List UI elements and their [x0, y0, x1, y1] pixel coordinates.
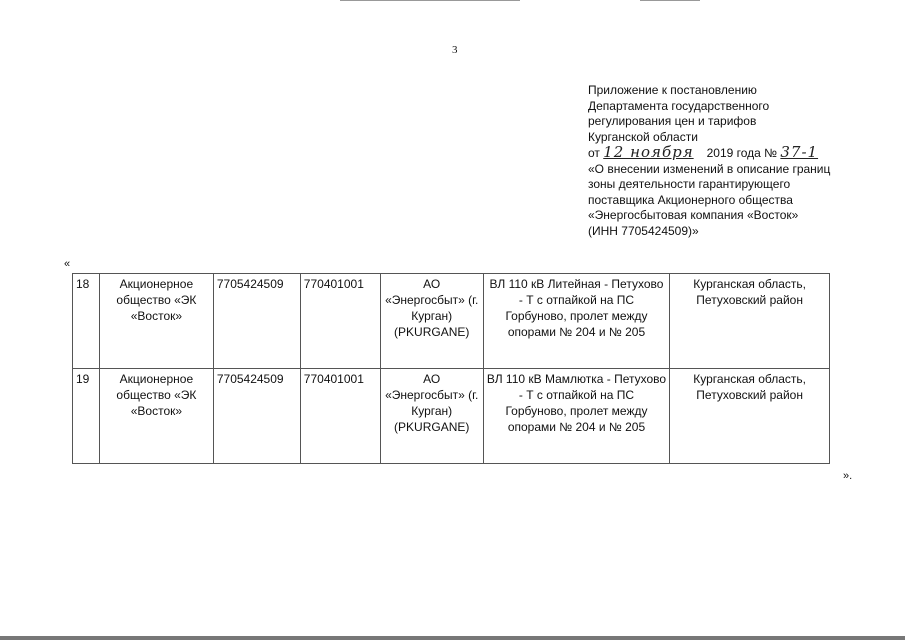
- handwritten-date: 12 ноября: [603, 143, 694, 161]
- cell-org: Акционерное общество «ЭК «Восток»: [99, 274, 213, 369]
- cell-kpp: 770401001: [300, 274, 380, 369]
- scan-edge-line: [340, 0, 520, 1]
- opening-quote: «: [64, 258, 71, 270]
- table-row: [73, 369, 830, 464]
- appendix-title-line: зоны деятельности гарантирующего: [588, 177, 791, 191]
- cell-kpp: 770401001: [300, 369, 380, 464]
- appendix-title-line: «О внесении изменений в описание границ: [588, 161, 831, 176]
- date-year: 2019 года №: [706, 146, 778, 160]
- scan-edge-line: [640, 0, 700, 1]
- appendix-title-line: поставщика Акционерного общества: [588, 192, 793, 207]
- cell-counterparty: АО «Энергосбыт» (г. Курган) (PKURGANE): [380, 274, 483, 369]
- table-row: [73, 274, 830, 369]
- cell-point: ВЛ 110 кВ Литейная - Петухово - Т с отпайкой на ПС Горбуново, пролет между опорами № 204 и № 205: [483, 274, 670, 369]
- appendix-line: Департамента государственного: [588, 98, 770, 113]
- cell-num: 18: [73, 274, 100, 369]
- appendix-title-line: «Энергосбытовая компания «Восток»: [588, 208, 799, 222]
- appendix-line: Курганской области: [588, 129, 698, 144]
- cell-num: 19: [73, 369, 100, 464]
- cell-inn: 7705424509: [213, 274, 300, 369]
- date-line: [588, 145, 830, 162]
- cell-org: Акционерное общество «ЭК «Восток»: [99, 369, 213, 464]
- cell-inn: 7705424509: [213, 369, 300, 464]
- appendix-line: регулирования цен и тарифов: [588, 114, 757, 128]
- scan-bottom-edge: [0, 636, 905, 640]
- cell-location: Курганская область, Петуховский район: [670, 369, 830, 464]
- cell-counterparty: АО «Энергосбыт» (г. Курган) (PKURGANE): [380, 369, 483, 464]
- cell-point: ВЛ 110 кВ Мамлютка - Петухово - Т с отпайкой на ПС Горбуново, пролет между опорами № 204 и № 205: [483, 369, 670, 464]
- closing-quote: ».: [843, 470, 853, 482]
- appendix-header: [588, 83, 830, 239]
- appendix-line: Приложение к постановлению: [588, 83, 757, 97]
- handwritten-number: 37-1: [780, 143, 819, 161]
- cell-location: Курганская область, Петуховский район: [670, 274, 830, 369]
- date-prefix: от: [588, 146, 600, 160]
- page-number: 3: [452, 44, 458, 56]
- boundary-table: [72, 273, 830, 464]
- appendix-title-line: (ИНН 7705424509)»: [588, 223, 699, 238]
